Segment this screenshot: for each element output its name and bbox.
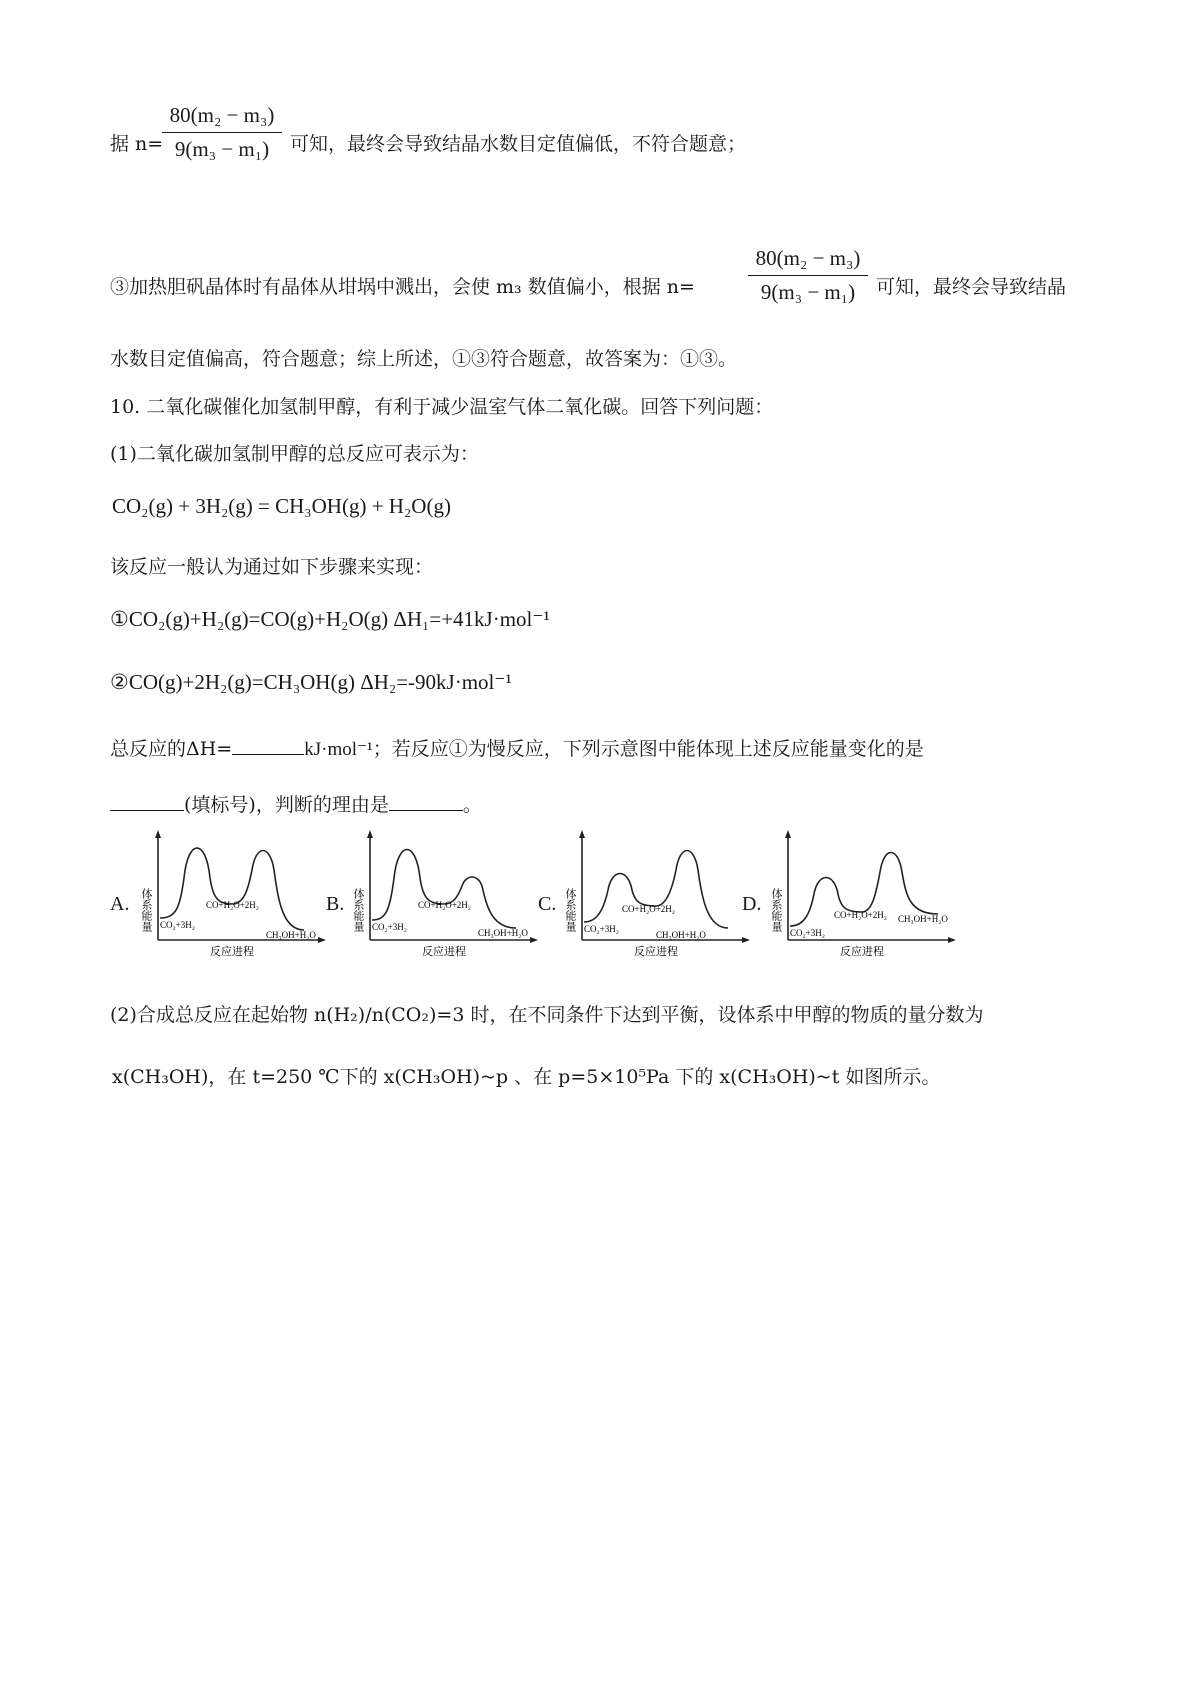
energy-curve <box>160 848 304 930</box>
y-axis <box>785 830 791 940</box>
fraction-2-numerator: 80(m₂ − m₃) <box>755 246 861 270</box>
fraction-1-numerator: 80(m₂ − m₃) <box>169 103 275 127</box>
intermediate-label: CO+H₂O+2H₂ <box>206 900 259 910</box>
question-10-part2-line1: (2)合成总反应在起始物 n(H₂)/n(CO₂)=3 时，在不同条件下达到平衡，设体系中甲醇的物质的量分数为 <box>110 1004 984 1026</box>
step1-equation: ①CO₂(g)+H₂(g)=CO(g)+H₂O(g) ΔH₁=+41kJ·mol⁻¹ <box>110 607 550 631</box>
choice-mid: (填标号)，判断的理由是 <box>184 794 389 816</box>
delta-h-prefix: 总反应的ΔH= <box>110 738 233 760</box>
products-label: CH₃OH+H₂O <box>898 914 948 924</box>
option-d-label[interactable]: D. <box>742 893 762 915</box>
question-10-part1-intro: (1)二氧化碳加氢制甲醇的总反应可表示为： <box>110 443 479 465</box>
question-10-part2-line2: x(CH₃OH)，在 t=250 ℃下的 x(CH₃OH)~p 、在 p=5×10⁵Pa 下的 x(CH₃OH)~t 如图所示。 <box>112 1066 941 1088</box>
x-axis-label: 反应进程 <box>210 946 254 958</box>
line1-prefix: 据 n= <box>110 133 164 155</box>
choice-blank[interactable] <box>110 810 184 811</box>
delta-h-suffix: ；若反应①为慢反应，下列示意图中能体现上述反应能量变化的是 <box>372 738 924 760</box>
step2-equation: ②CO(g)+2H₂(g)=CH₃OH(g) ΔH₂=-90kJ·mol⁻¹ <box>110 670 512 694</box>
energy-curve <box>372 850 516 929</box>
total-reaction-equation: CO₂(g) + 3H₂(g) = CH₃OH(g) + H₂O(g) <box>112 494 451 518</box>
delta-h-unit: kJ·mol⁻¹ <box>304 739 373 760</box>
choice-end: 。 <box>462 794 482 816</box>
y-axis-label: 体系能量 <box>140 888 152 932</box>
line3: 水数目定值偏高，符合题意；综上所述，①③符合题意，故答案为：①③。 <box>110 348 738 370</box>
products-label: CH₃OH+H₂O <box>266 930 316 940</box>
delta-h-question <box>110 734 924 761</box>
y-axis-label: 体系能量 <box>770 888 782 932</box>
x-axis-label: 反应进程 <box>840 946 884 958</box>
fraction-2-denominator: 9(m₃ − m₁) <box>760 280 856 304</box>
option-b-label[interactable]: B. <box>326 893 345 915</box>
energy-curve <box>584 851 728 929</box>
reactants-label: CO₂+3H₂ <box>790 928 825 938</box>
diagram-option-a <box>128 828 328 964</box>
fraction-1-denominator: 9(m₃ − m₁) <box>174 137 270 161</box>
line2-prefix: ③加热胆矾晶体时有晶体从坩埚中溅出，会使 m₃ 数值偏小，根据 n= <box>110 276 695 298</box>
x-axis-label: 反应进程 <box>634 946 678 958</box>
y-axis-label: 体系能量 <box>564 888 576 932</box>
intermediate-label: CO+H₂O+2H₂ <box>418 900 471 910</box>
option-c-label[interactable]: C. <box>538 893 557 915</box>
y-axis-label: 体系能量 <box>352 888 364 932</box>
products-label: CH₃OH+H₂O <box>656 930 706 940</box>
reactants-label: CO₂+3H₂ <box>160 920 195 930</box>
steps-intro: 该反应一般认为通过如下步骤来实现： <box>110 556 434 578</box>
choice-question <box>110 790 482 817</box>
fraction-1 <box>162 103 282 162</box>
diagram-option-c <box>552 828 752 964</box>
intermediate-label: CO+H₂O+2H₂ <box>622 904 675 914</box>
fraction-2 <box>748 246 868 305</box>
intermediate-label: CO+H₂O+2H₂ <box>834 910 887 920</box>
reactants-label: CO₂+3H₂ <box>584 924 619 934</box>
diagram-option-b <box>340 828 540 964</box>
reactants-label: CO₂+3H₂ <box>372 922 407 932</box>
diagram-option-d <box>758 828 958 964</box>
delta-h-blank[interactable] <box>232 754 304 755</box>
option-a-label[interactable]: A. <box>110 893 130 915</box>
x-axis-label: 反应进程 <box>422 946 466 958</box>
reason-blank[interactable] <box>389 810 463 811</box>
products-label: CH₃OH+H₂O <box>478 928 528 938</box>
line2-suffix: 可知，最终会导致结晶 <box>876 276 1067 298</box>
line1-suffix: 可知，最终会导致结晶水数目定值偏低，不符合题意； <box>290 133 747 155</box>
question-10-title: 10. 二氧化碳催化加氢制甲醇，有利于减少温室气体二氧化碳。回答下列问题： <box>110 396 774 418</box>
